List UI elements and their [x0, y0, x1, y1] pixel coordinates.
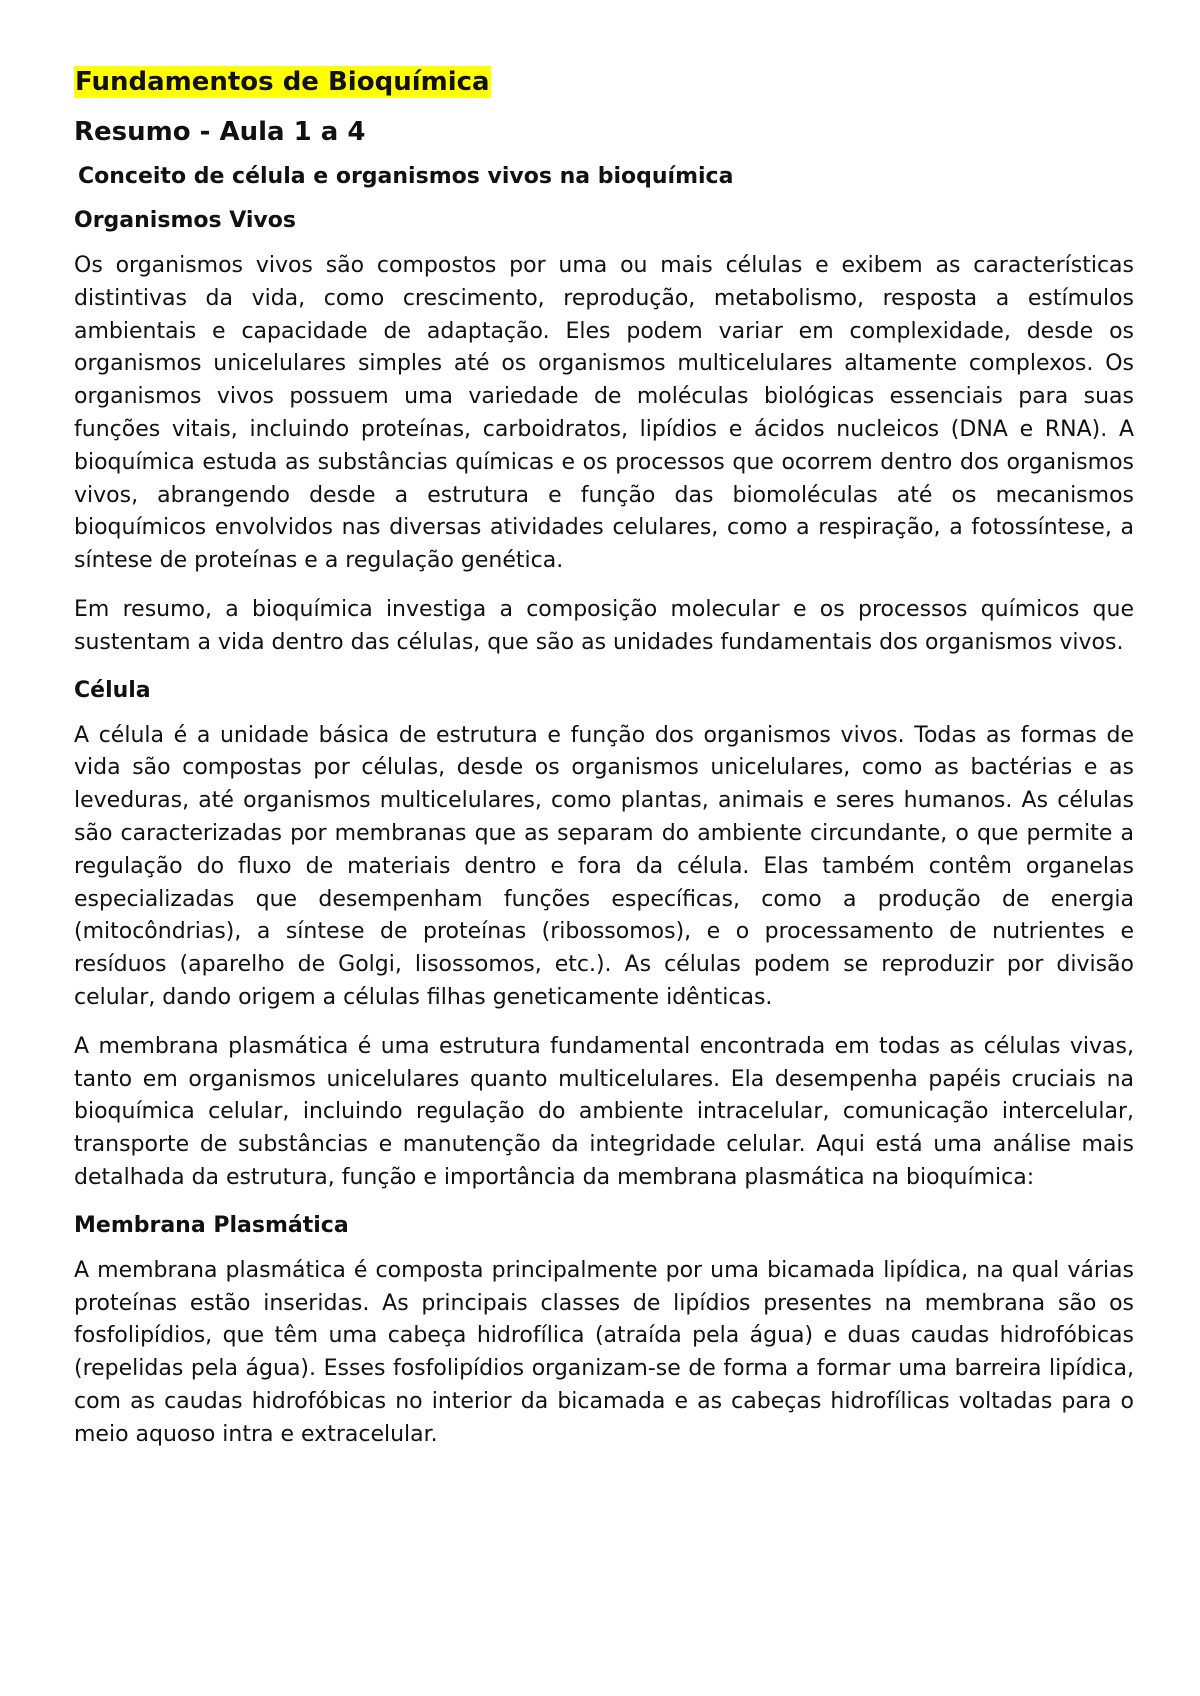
heading-organismos-vivos: Organismos Vivos [74, 208, 296, 233]
heading-celula: Célula [74, 677, 151, 703]
paragraph-celula-2: A membrana plasmática é uma estrutura fundamental encontrada em todas as células vivas, tanto em organismos unicelulares quanto multicelulares. Ela desempenha papéis cruciais na bioquímica celular, incluindo regulação do ambiente intracelular, comunicação intercelular, transporte de substâncias e manutenção da integridade celular. Aqui está uma análise mais detalhada da estrutura, função e importância da membrana plasmática na bioquímica: [74, 1033, 1134, 1190]
paragraph-membrana-1: A membrana plasmática é composta principalmente por uma bicamada lipídica, na qual várias proteínas estão inseridas. As principais classes de lipídios presentes na membrana são os fosfolipídios, que têm uma cabeça hidrofílica (atraída pela água) e duas caudas hidrofóbicas (repelidas pela água). Esses fosfolipídios organizam-se de forma a formar uma barreira lipídica, com as caudas hidrofóbicas no interior da bicamada e as cabeças hidrofílicas voltadas para o meio aquoso intra e extracelular. [74, 1257, 1134, 1447]
document-subtitle: Resumo - Aula 1 a 4 [74, 117, 366, 147]
section-title: Conceito de célula e organismos vivos na bioquímica [78, 164, 734, 189]
paragraph-organismos-2: Em resumo, a bioquímica investiga a composição molecular e os processos químicos que sustentam a vida dentro das células, que são as unidades fundamentais dos organismos vivos. [74, 596, 1134, 655]
paragraph-organismos-1: Os organismos vivos são compostos por uma ou mais células e exibem as características distintivas da vida, como crescimento, reprodução, metabolismo, resposta a estímulos ambientais e capacidade de adaptação. Eles podem variar em complexidade, desde os organismos unicelulares simples até os organismos multicelulares altamente complexos. Os organismos vivos possuem uma variedade de moléculas biológicas essenciais para suas funções vitais, incluindo proteínas, carboidratos, lipídios e ácidos nucleicos (DNA e RNA). A bioquímica estuda as substâncias químicas e os processos que ocorrem dentro dos organismos vivos, abrangendo desde a estrutura e função das biomoléculas até os mecanismos bioquímicos envolvidos nas diversas atividades celulares, como a respiração, a fotossíntese, a síntese de proteínas e a regulação genética. [74, 253, 1134, 574]
document-page [74, 66, 1134, 1468]
document-title: Fundamentos de Bioquímica [75, 67, 490, 97]
paragraph-celula-1: A célula é a unidade básica de estrutura e função dos organismos vivos. Todas as formas de vida são compostas por células, desde os organismos unicelulares, como as bactérias e as leveduras, até organismos multicelulares, como plantas, animais e seres humanos. As células são caracterizadas por membranas que as separam do ambiente circundante, o que permite a regulação do fluxo de materiais dentro e fora da célula. Elas também contêm organelas especializadas que desempenham funções específicas, como a produção de energia (mitocôndrias), a síntese de proteínas (ribossomos), e o processamento de nutrientes e resíduos (aparelho de Golgi, lisossomos, etc.). As células podem se reproduzir por divisão celular, dando origem a células filhas geneticamente idênticas. [74, 722, 1134, 1010]
document-title-wrapper [74, 66, 1134, 116]
heading-membrana-plasmatica: Membrana Plasmática [74, 1212, 349, 1238]
